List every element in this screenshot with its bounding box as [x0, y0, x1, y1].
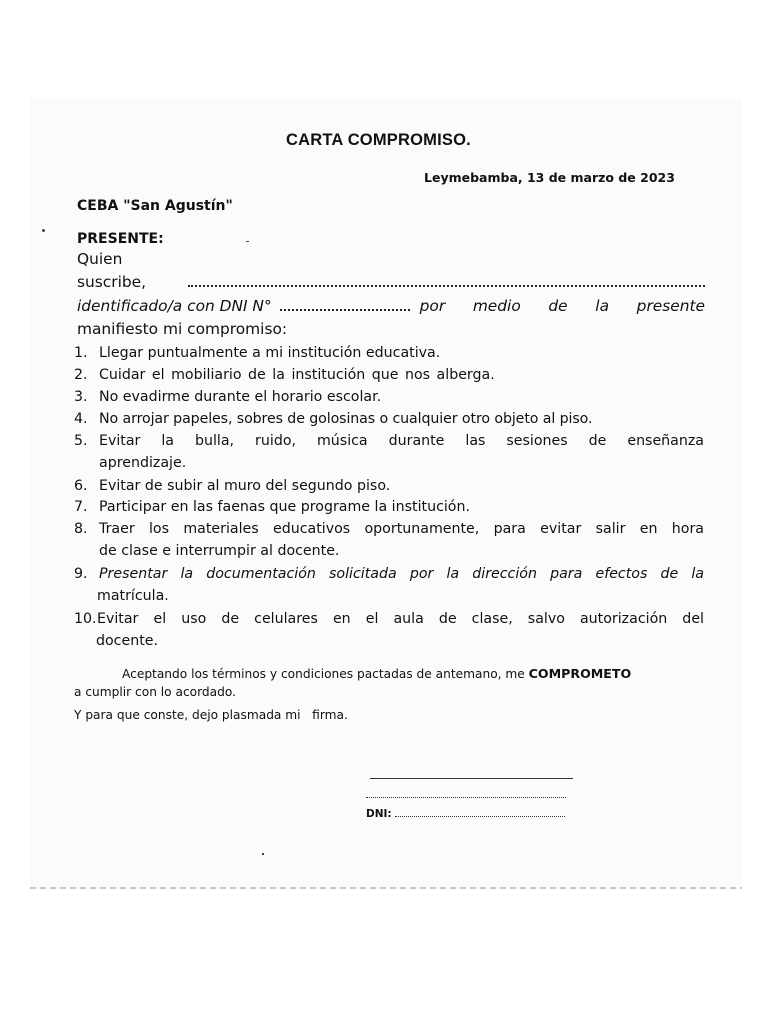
closing-statement: Y para que conste, dejo plasmada mi firma. — [74, 708, 348, 722]
item-continuation: aprendizaje. — [99, 455, 187, 471]
list-item — [74, 433, 704, 449]
intro-line-1: Quien — [77, 250, 123, 268]
intro-line-3 — [77, 297, 705, 315]
item-number: 5. — [74, 433, 88, 449]
item-number: 4. — [74, 411, 88, 427]
item-text: Presentar la documentación solicitada por la dirección para efectos de la — [99, 566, 704, 582]
item-text: Participar en las faenas que programe la institución. — [99, 499, 470, 515]
item-text: Evitar el uso de celulares en el aula de clase, salvo autorización del — [97, 611, 704, 627]
salutation: PRESENTE: — [77, 231, 164, 247]
intro-line-2 — [77, 273, 705, 291]
item-text: Traer los materiales educativos oportunamente, para evitar salir en hora — [99, 521, 704, 537]
name-dotted-line — [366, 797, 566, 798]
item-number: 10. — [74, 611, 97, 627]
dni-blank — [280, 297, 410, 311]
item-text: Evitar la bulla, ruido, música durante las sesiones de enseñanza — [99, 433, 704, 449]
list-item — [74, 345, 704, 361]
item-number: 9. — [74, 566, 88, 582]
list-item — [74, 521, 704, 537]
dni-dotted-line — [395, 808, 565, 817]
dni-label: DNI: — [366, 808, 392, 820]
document-title: CARTA COMPROMISO. — [286, 131, 471, 149]
dni-label: identificado/a con DNI N° — [77, 297, 272, 315]
item-text: Cuidar el mobiliario de la institución que nos alberga. — [99, 367, 495, 383]
list-item — [74, 389, 704, 405]
item-continuation: de clase e interrumpir al docente. — [99, 543, 340, 559]
intro-line-4: manifiesto mi compromiso: — [77, 320, 288, 338]
signature-dni — [366, 808, 565, 820]
recipient-organization: CEBA "San Agustín" — [77, 198, 233, 214]
item-number: 7. — [74, 499, 88, 515]
name-blank — [188, 273, 705, 287]
list-item — [74, 611, 704, 627]
item-text: Llegar puntualmente a mi institución educativa. — [99, 345, 441, 361]
item-continuation: matrícula. — [97, 588, 169, 604]
list-item — [74, 367, 704, 383]
item-number: 1. — [74, 345, 88, 361]
place-date: Leymebamba, 13 de marzo de 2023 — [424, 170, 675, 185]
scan-speck — [42, 229, 45, 232]
list-item — [74, 411, 704, 427]
acceptance-line-1 — [122, 666, 631, 681]
acceptance-text: Aceptando los términos y condiciones pactadas de antemano, me — [122, 667, 529, 681]
item-text: Evitar de subir al muro del segundo piso. — [99, 478, 391, 494]
suscribe-label: suscribe, — [77, 273, 146, 291]
sheet-bottom-edge — [30, 887, 742, 889]
signature-line — [370, 778, 573, 779]
item-continuation: docente. — [96, 633, 159, 649]
item-text: No arrojar papeles, sobres de golosinas o cualquier otro objeto al piso. — [99, 411, 593, 427]
acceptance-line-2: a cumplir con lo acordado. — [74, 685, 236, 699]
por-medio-text: por medio de la presente — [419, 297, 705, 315]
list-item — [74, 478, 704, 494]
document-sheet — [30, 98, 742, 890]
item-number: 6. — [74, 478, 88, 494]
comprometo-word: COMPROMETO — [528, 666, 632, 681]
list-item — [74, 566, 704, 582]
scan-speck — [262, 853, 264, 855]
item-number: 8. — [74, 521, 88, 537]
scan-speck — [246, 241, 249, 242]
item-number: 2. — [74, 367, 88, 383]
list-item — [74, 499, 704, 515]
item-text: No evadirme durante el horario escolar. — [99, 389, 382, 405]
item-number: 3. — [74, 389, 88, 405]
